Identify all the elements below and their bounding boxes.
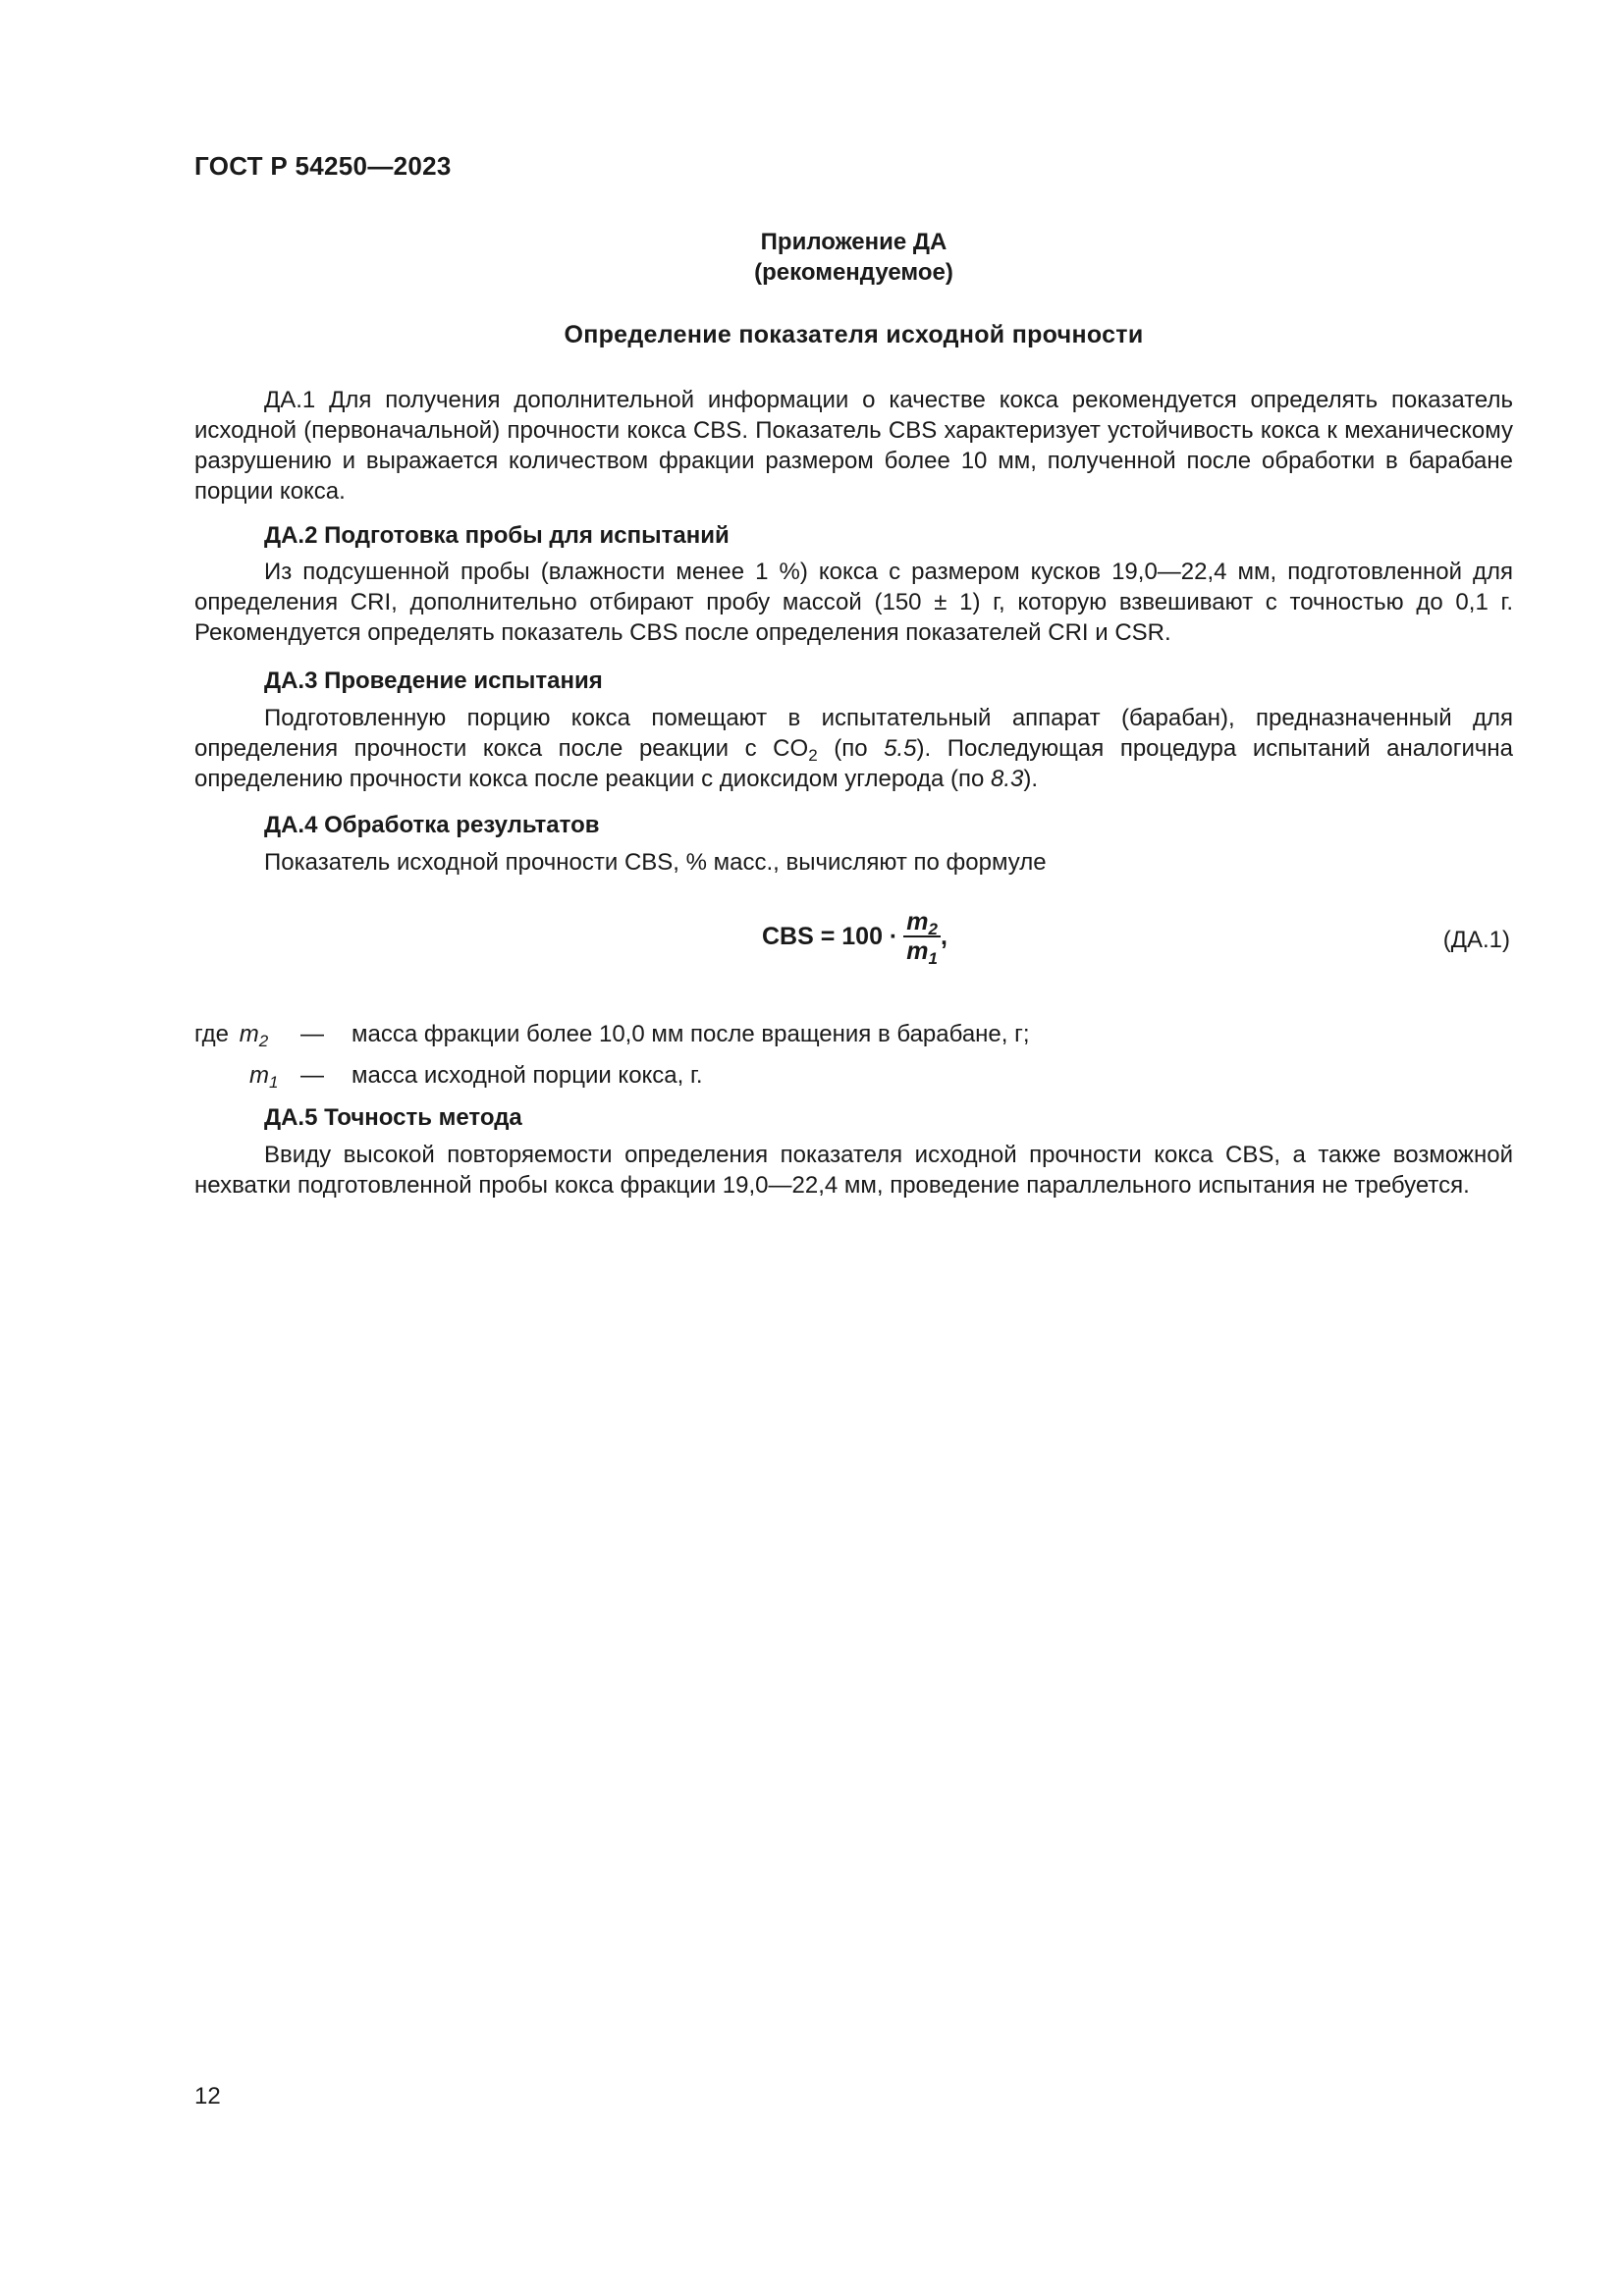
paragraph-da4: Показатель исходной прочности CBS, % масс., вычисляют по формуле (264, 849, 1047, 876)
paragraph-da2: Из подсушенной пробы (влажности менее 1 %) кокса с размером кусков 19,0—22,4 мм, подготовленной для определения CRI, дополнительно отбирают пробу массой (150 ± 1) г, которую взвешивают с точностью до 0,1 г. Рекомендуется определять показатель CBS после определения показателей CRI и CSR. (194, 559, 1513, 646)
da3-co2-subscript: 2 (808, 746, 818, 765)
section-heading-da2: ДА.2 Подготовка пробы для испытаний (264, 522, 730, 549)
formula-trailing-comma: , (940, 922, 947, 950)
page-number: 12 (194, 2083, 221, 2109)
formula-number: (ДА.1) (1442, 927, 1510, 953)
where-description: масса исходной порции кокса, г. (352, 1062, 703, 1089)
where-variable: $m_2$ (239, 1021, 269, 1050)
document-id: ГОСТ Р 54250—2023 (194, 151, 452, 181)
paragraph-da5: Ввиду высокой повторяемости определения показателя исходной прочности кокса CBS, а также возможной нехватки подготовленной пробы кокса фракции 19,0—22,4 мм, проведение параллельного испытания не требуется. (194, 1142, 1513, 1199)
section-heading-da3: ДА.3 Проведение испытания (264, 667, 603, 694)
formula-lhs: CBS = 100 · (762, 922, 898, 950)
da3-text-b: (по (817, 735, 885, 762)
where-row-m2 (194, 1019, 1030, 1050)
paragraph-da1: ДА.1 Для получения дополнительной информации о качестве кокса рекомендуется определять показатель исходной (первоначальной) прочности кокса CBS. Показатель CBS характеризует устойчивость кокса к механическому разрушению и выражается количеством фракции размером более 10 мм, полученной после обработки в барабане порции кокса. (194, 387, 1513, 505)
da3-reference-5-5: 5.5 (884, 735, 917, 762)
where-dash: — (300, 1062, 324, 1089)
appendix-heading: Определение показателя исходной прочности (564, 321, 1144, 348)
da3-reference-8-3: 8.3 (991, 766, 1024, 792)
where-row-m1 (194, 1060, 703, 1092)
formula-denominator: $m_1$ (906, 937, 938, 968)
where-prefix: где (194, 1021, 230, 1047)
where-description: масса фракции более 10,0 мм после вращения в барабане, г; (352, 1021, 1030, 1047)
where-variable: $m_1$ (249, 1062, 279, 1092)
formula-da1 (762, 908, 947, 968)
formula-numerator: $m_2$ (903, 908, 941, 937)
section-heading-da4: ДА.4 Обработка результатов (264, 812, 600, 838)
section-heading-da5: ДА.5 Точность метода (264, 1104, 522, 1131)
formula-fraction (903, 908, 941, 968)
where-dash: — (300, 1021, 324, 1047)
appendix-title: Приложение ДА (760, 229, 947, 255)
paragraph-da3 (194, 703, 1513, 794)
da3-text-a: Подготовленную порцию кокса помещают в испытательный аппарат (барабан), предназначенный для определения прочности кокса после реакции с CO (194, 705, 1513, 762)
da3-text-c: ). Последующая процедура испытаний аналогична определению прочности кокса после реакции с диоксидом углерода (по (194, 735, 1514, 792)
appendix-status: (рекомендуемое) (754, 259, 953, 286)
da3-text-d: ). (1023, 766, 1039, 792)
